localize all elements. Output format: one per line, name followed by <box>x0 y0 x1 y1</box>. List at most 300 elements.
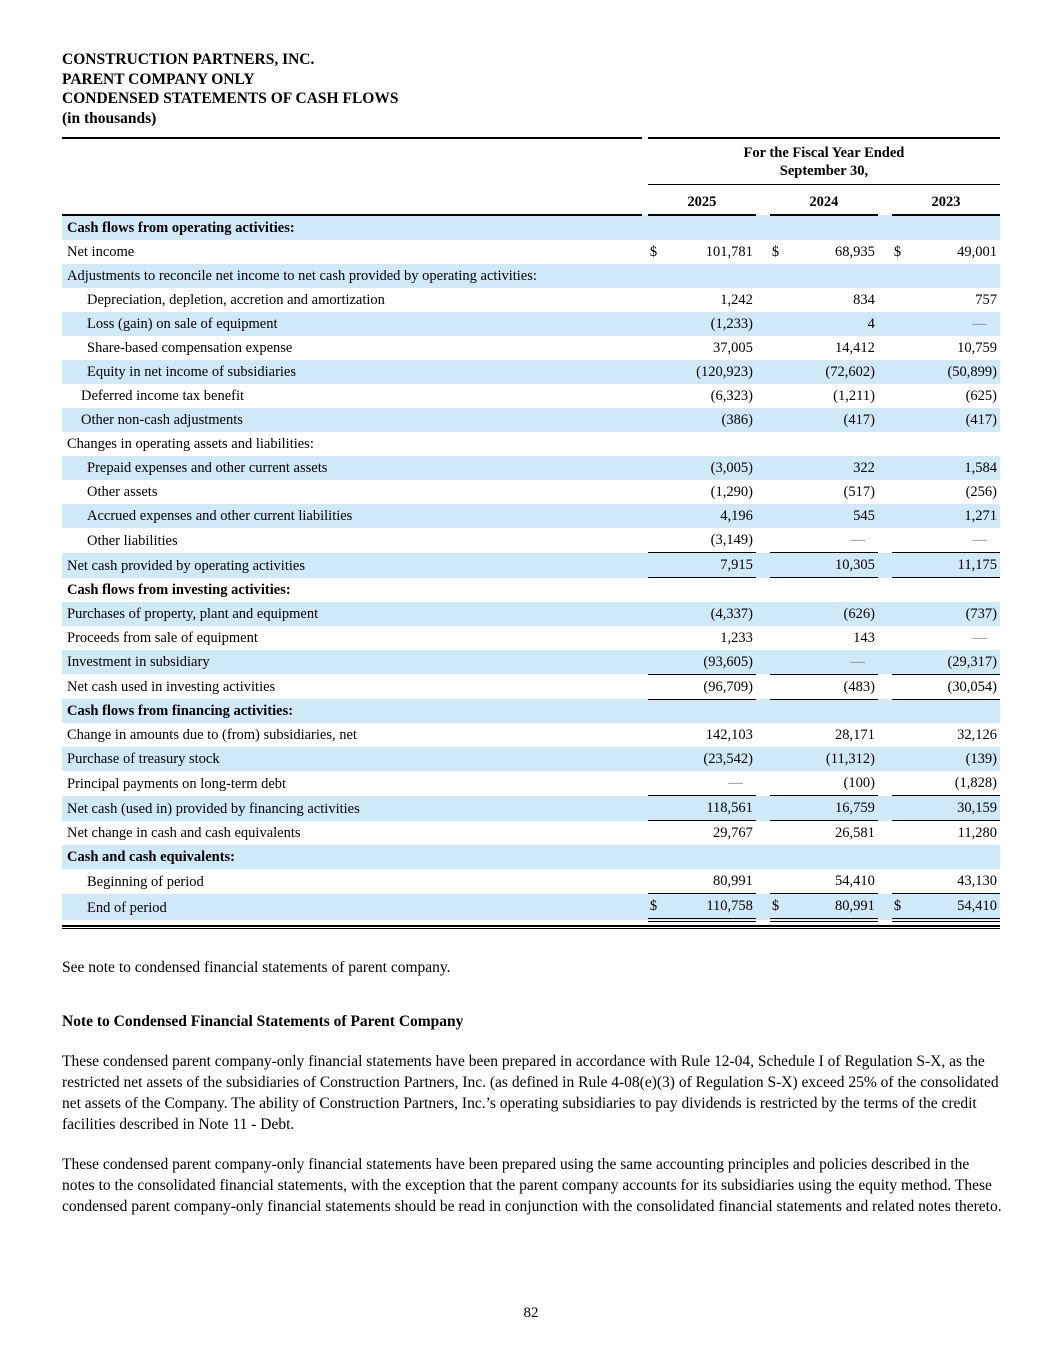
row-label: Changes in operating assets and liabilities: <box>67 436 314 452</box>
column-gap <box>878 553 892 578</box>
value-cell: 68,935 <box>835 244 875 260</box>
currency-cell <box>770 312 790 336</box>
row-label: Share-based compensation expense <box>87 340 293 356</box>
currency-cell <box>892 699 912 723</box>
group-header-row <box>62 138 1000 185</box>
currency-cell <box>770 360 790 384</box>
table-row <box>62 553 1000 578</box>
currency-cell <box>892 650 912 675</box>
currency-cell <box>892 553 912 578</box>
value-cell: 80,991 <box>790 894 878 921</box>
currency-cell <box>770 869 790 894</box>
value-cell: (139) <box>912 747 1000 771</box>
currency-cell <box>648 869 668 894</box>
year-header-2024: 2024 <box>770 185 878 216</box>
value-cell: 10,305 <box>790 553 878 578</box>
year-header-row <box>62 185 1000 216</box>
currency-cell <box>770 215 790 240</box>
value-cell: (23,542) <box>668 747 756 771</box>
table-row <box>62 602 1000 626</box>
value-cell: — <box>668 771 756 796</box>
column-gap <box>878 821 892 846</box>
value-cell: (1,233) <box>668 312 756 336</box>
value-cell: 142,103 <box>705 727 753 743</box>
currency-cell <box>892 432 912 456</box>
value-cell <box>912 699 1000 723</box>
table-row <box>62 240 1000 264</box>
value-cell: (1,290) <box>710 484 753 500</box>
value-cell: (3,005) <box>668 456 756 480</box>
row-label: Other non-cash adjustments <box>62 408 642 432</box>
column-gap <box>878 408 892 432</box>
value-cell: 118,561 <box>668 796 756 821</box>
value-cell: 1,242 <box>720 292 753 308</box>
column-gap <box>878 528 892 553</box>
currency-cell <box>770 288 790 312</box>
column-gap <box>756 264 770 288</box>
row-label: Cash flows from investing activities: <box>67 581 291 598</box>
currency-cell <box>648 771 668 796</box>
value-cell: 11,280 <box>957 825 997 841</box>
table-row <box>62 845 1000 869</box>
currency-cell <box>648 360 668 384</box>
value-cell: 1,233 <box>720 629 753 646</box>
currency-cell <box>648 699 668 723</box>
currency-cell <box>770 456 790 480</box>
table-row <box>62 432 1000 456</box>
currency-cell <box>892 215 912 240</box>
currency-cell <box>648 626 668 650</box>
row-label: Cash and cash equivalents: <box>62 845 642 869</box>
value-cell <box>790 215 878 240</box>
currency-cell <box>648 796 668 821</box>
table-row <box>62 699 1000 723</box>
column-gap <box>756 185 770 216</box>
row-label: Net cash used in investing activities <box>67 679 276 695</box>
row-label: Depreciation, depletion, accretion and amortization <box>87 292 385 308</box>
currency-cell <box>770 845 790 869</box>
currency-cell <box>648 674 668 699</box>
value-cell <box>912 432 1000 456</box>
column-gap <box>756 894 770 921</box>
value-cell: (417) <box>912 408 1000 432</box>
value-cell <box>912 215 1000 240</box>
column-gap <box>756 821 770 846</box>
currency-cell: $ <box>893 244 902 260</box>
currency-cell <box>892 796 912 821</box>
row-label: Cash flows from operating activities: <box>62 215 642 240</box>
currency-cell <box>892 456 912 480</box>
value-cell: (625) <box>965 388 997 404</box>
table-row <box>62 626 1000 650</box>
value-cell: 80,991 <box>668 869 756 894</box>
currency-cell <box>648 384 668 408</box>
value-cell: (483) <box>790 674 878 699</box>
value-cell: (120,923) <box>668 360 756 384</box>
column-gap <box>878 650 892 675</box>
column-gap <box>756 528 770 553</box>
column-gap <box>756 578 770 602</box>
value-cell <box>790 699 878 723</box>
column-gap <box>756 626 770 650</box>
currency-cell <box>770 408 790 432</box>
column-gap <box>878 432 892 456</box>
see-note-text: See note to condensed financial statements of parent company. <box>62 959 451 976</box>
table-row <box>62 408 1000 432</box>
value-cell: 757 <box>975 292 997 308</box>
currency-cell <box>892 723 912 747</box>
currency-cell <box>648 723 668 747</box>
column-gap <box>878 215 892 240</box>
currency-cell <box>892 336 912 360</box>
value-cell: (100) <box>790 771 878 796</box>
column-gap <box>878 360 892 384</box>
value-cell: 110,758 <box>668 894 756 921</box>
column-gap <box>756 288 770 312</box>
value-cell: 54,410 <box>912 894 1000 921</box>
value-cell: — <box>790 650 878 675</box>
company-name: CONSTRUCTION PARTNERS, INC. <box>62 51 315 68</box>
currency-cell <box>892 360 912 384</box>
row-label: Net cash (used in) provided by financing activities <box>62 796 642 821</box>
row-label: Cash flows from financing activities: <box>62 699 642 723</box>
column-gap <box>878 771 892 796</box>
value-cell <box>668 845 756 869</box>
cash-flow-table-body <box>62 215 1000 920</box>
currency-cell: $ <box>892 894 912 921</box>
value-cell: (4,337) <box>668 602 756 626</box>
column-gap <box>878 796 892 821</box>
currency-cell <box>770 504 790 528</box>
column-gap <box>756 699 770 723</box>
currency-cell: $ <box>649 244 658 260</box>
row-label: Equity in net income of subsidiaries <box>62 360 642 384</box>
currency-cell <box>770 723 790 747</box>
row-label: Investment in subsidiary <box>62 650 642 675</box>
column-gap <box>756 384 770 408</box>
row-label: Other liabilities <box>87 532 178 549</box>
value-cell: 4,196 <box>668 504 756 528</box>
currency-cell <box>648 408 668 432</box>
column-gap <box>756 602 770 626</box>
table-row <box>62 504 1000 528</box>
value-cell <box>668 578 756 602</box>
column-gap <box>756 723 770 747</box>
column-gap <box>878 240 892 264</box>
row-label: Net cash provided by operating activities <box>62 553 642 578</box>
currency-cell <box>770 747 790 771</box>
table-row <box>62 288 1000 312</box>
value-cell <box>790 845 878 869</box>
value-cell <box>668 215 756 240</box>
year-header-2025: 2025 <box>648 185 756 216</box>
currency-cell <box>770 528 790 553</box>
currency-cell <box>770 432 790 456</box>
value-cell: (737) <box>912 602 1000 626</box>
value-cell: (626) <box>790 602 878 626</box>
cash-flow-table <box>62 137 1000 922</box>
value-cell <box>668 432 756 456</box>
value-cell: (517) <box>843 484 875 500</box>
group-header-line2: September 30, <box>779 163 869 179</box>
currency-cell <box>892 602 912 626</box>
value-cell: 834 <box>853 292 875 308</box>
currency-cell <box>648 578 668 602</box>
value-cell <box>790 578 878 602</box>
currency-cell <box>648 528 668 553</box>
row-label: Net change in cash and cash equivalents <box>67 825 301 841</box>
currency-cell <box>770 626 790 650</box>
table-row <box>62 578 1000 602</box>
row-label: Purchase of treasury stock <box>62 747 642 771</box>
currency-cell <box>648 504 668 528</box>
currency-cell: $ <box>770 894 790 921</box>
table-bottom-rule <box>62 925 1000 929</box>
table-row <box>62 456 1000 480</box>
currency-cell <box>770 578 790 602</box>
table-row <box>62 528 1000 553</box>
value-cell: 1,271 <box>912 504 1000 528</box>
group-header-line1: For the Fiscal Year Ended <box>743 145 905 161</box>
currency-cell <box>648 456 668 480</box>
currency-cell <box>770 602 790 626</box>
column-gap <box>756 215 770 240</box>
value-cell: (96,709) <box>668 674 756 699</box>
column-gap <box>756 312 770 336</box>
column-gap <box>756 360 770 384</box>
row-label: Purchases of property, plant and equipment <box>62 602 642 626</box>
currency-cell <box>770 384 790 408</box>
value-cell: 7,915 <box>668 553 756 578</box>
column-gap <box>878 894 892 921</box>
units-note: (in thousands) <box>62 109 157 127</box>
currency-cell <box>770 796 790 821</box>
currency-cell <box>892 384 912 408</box>
column-gap <box>878 869 892 894</box>
value-cell: 29,767 <box>713 825 753 841</box>
currency-cell <box>892 578 912 602</box>
column-gap <box>878 578 892 602</box>
table-row <box>62 747 1000 771</box>
currency-cell <box>892 312 912 336</box>
table-row <box>62 480 1000 504</box>
currency-cell <box>892 869 912 894</box>
currency-cell <box>770 674 790 699</box>
statement-scope: PARENT COMPANY ONLY <box>62 70 255 88</box>
value-cell: 101,781 <box>705 244 753 260</box>
row-label: Accrued expenses and other current liabilities <box>62 504 642 528</box>
currency-cell <box>892 288 912 312</box>
currency-cell <box>648 650 668 675</box>
value-cell: 26,581 <box>835 825 875 841</box>
value-cell: 54,410 <box>790 869 878 894</box>
row-label: Change in amounts due to (from) subsidiaries, net <box>67 727 357 743</box>
note-heading: Note to Condensed Financial Statements of Parent Company <box>62 1013 464 1030</box>
value-cell: (3,149) <box>668 528 756 553</box>
currency-cell <box>648 336 668 360</box>
header-label-spacer <box>62 185 642 216</box>
currency-cell <box>770 650 790 675</box>
column-gap <box>756 771 770 796</box>
value-cell <box>912 578 1000 602</box>
currency-cell <box>770 553 790 578</box>
row-label: Prepaid expenses and other current assets <box>62 456 642 480</box>
value-cell: (29,317) <box>912 650 1000 675</box>
column-gap <box>756 480 770 504</box>
value-cell <box>668 699 756 723</box>
currency-cell <box>892 771 912 796</box>
value-cell: 37,005 <box>713 340 753 356</box>
column-gap <box>878 456 892 480</box>
note-paragraph-2: These condensed parent company-only financial statements have been prepared using the same accounting principles and policies described in the notes to the consolidated financial statements, with the exception that the parent company accounts for its subsidiaries using the equity method. These condensed parent company-only financial statements should be read in conjunction with the consolidated financial statements and related notes thereto. <box>62 1156 1002 1215</box>
column-gap <box>756 796 770 821</box>
column-gap <box>756 674 770 699</box>
currency-cell <box>648 845 668 869</box>
table-row <box>62 674 1000 699</box>
column-gap <box>878 264 892 288</box>
value-cell <box>912 264 1000 288</box>
table-row <box>62 869 1000 894</box>
column-gap <box>756 845 770 869</box>
currency-cell <box>770 699 790 723</box>
column-gap <box>756 504 770 528</box>
value-cell <box>912 845 1000 869</box>
currency-cell <box>648 747 668 771</box>
currency-cell <box>770 264 790 288</box>
row-label: Adjustments to reconcile net income to net cash provided by operating activities: <box>62 264 642 288</box>
column-gap <box>878 504 892 528</box>
column-gap <box>878 336 892 360</box>
column-gap <box>878 602 892 626</box>
currency-cell <box>892 674 912 699</box>
column-gap <box>878 723 892 747</box>
table-row <box>62 384 1000 408</box>
column-gap <box>878 845 892 869</box>
table-row <box>62 894 1000 921</box>
value-cell: (72,602) <box>790 360 878 384</box>
value-cell: (256) <box>965 484 997 500</box>
value-cell: (50,899) <box>912 360 1000 384</box>
note-paragraph-1: These condensed parent company-only financial statements have been prepared in accordance with Rule 12-04, Schedule I of Regulation S-X, as the restricted net assets of the subsidiaries of Construction Partners, Inc. (as defined in Rule 4-08(e)(3) of Regulation S-X) exceed 25% of the consolidated net assets of the Company. The ability of Construction Partners, Inc.’s operating subsidiaries to pay dividends is restricted by the terms of the credit facilities described in Note 11 - Debt. <box>62 1053 999 1133</box>
value-cell: (11,312) <box>790 747 878 771</box>
currency-cell <box>648 215 668 240</box>
value-cell: 143 <box>853 629 875 646</box>
value-cell: 10,759 <box>957 340 997 356</box>
currency-cell <box>648 553 668 578</box>
currency-cell <box>892 480 912 504</box>
currency-cell <box>648 821 668 846</box>
currency-cell <box>892 747 912 771</box>
value-cell: 322 <box>790 456 878 480</box>
value-cell: (93,605) <box>668 650 756 675</box>
value-cell: 16,759 <box>790 796 878 821</box>
value-cell: (30,054) <box>912 674 1000 699</box>
column-gap <box>756 553 770 578</box>
column-gap <box>756 240 770 264</box>
column-gap <box>878 288 892 312</box>
row-label: Beginning of period <box>87 873 204 890</box>
value-cell: — <box>972 629 987 646</box>
column-gap <box>756 408 770 432</box>
table-row <box>62 360 1000 384</box>
currency-cell <box>892 821 912 846</box>
value-cell: 14,412 <box>835 340 875 356</box>
table-row <box>62 336 1000 360</box>
value-cell: (1,828) <box>912 771 1000 796</box>
currency-cell <box>648 480 668 504</box>
table-row <box>62 723 1000 747</box>
value-cell: 4 <box>790 312 878 336</box>
table-row <box>62 796 1000 821</box>
currency-cell <box>648 288 668 312</box>
year-header-2023: 2023 <box>892 185 1000 216</box>
currency-cell <box>892 845 912 869</box>
table-row <box>62 264 1000 288</box>
statement-title: CONDENSED STATEMENTS OF CASH FLOWS <box>62 90 399 107</box>
column-gap <box>878 747 892 771</box>
currency-cell <box>770 821 790 846</box>
column-gap <box>756 869 770 894</box>
row-label: Proceeds from sale of equipment <box>67 629 258 646</box>
row-label: Deferred income tax benefit <box>81 388 245 404</box>
table-row <box>62 821 1000 846</box>
value-cell: (1,211) <box>833 388 875 404</box>
currency-cell <box>648 432 668 456</box>
currency-cell <box>892 264 912 288</box>
page-number: 82 <box>523 1305 539 1321</box>
table-row <box>62 650 1000 675</box>
currency-cell: $ <box>771 244 780 260</box>
currency-cell <box>892 528 912 553</box>
currency-cell <box>892 408 912 432</box>
table-row <box>62 771 1000 796</box>
column-gap <box>756 336 770 360</box>
value-cell: 28,171 <box>835 727 875 743</box>
value-cell: 43,130 <box>912 869 1000 894</box>
value-cell: 1,584 <box>912 456 1000 480</box>
column-gap <box>756 747 770 771</box>
column-gap <box>878 626 892 650</box>
value-cell: 545 <box>790 504 878 528</box>
currency-cell <box>892 504 912 528</box>
row-label: Net income <box>67 244 135 260</box>
value-cell <box>790 264 878 288</box>
value-cell: (417) <box>790 408 878 432</box>
column-gap <box>756 650 770 675</box>
row-label: Principal payments on long-term debt <box>67 775 287 792</box>
value-cell: 49,001 <box>957 244 997 260</box>
header-label-spacer <box>62 138 642 185</box>
column-gap <box>756 456 770 480</box>
table-row <box>62 215 1000 240</box>
value-cell: — <box>790 528 878 553</box>
value-cell: 11,175 <box>912 553 1000 578</box>
column-gap <box>756 432 770 456</box>
currency-cell <box>770 336 790 360</box>
currency-cell: $ <box>648 894 668 921</box>
column-gap <box>878 312 892 336</box>
fiscal-year-group-header <box>648 138 1000 185</box>
table-row <box>62 312 1000 336</box>
currency-cell <box>770 480 790 504</box>
currency-cell <box>648 264 668 288</box>
currency-cell <box>648 312 668 336</box>
column-gap <box>878 480 892 504</box>
row-label: End of period <box>62 894 642 921</box>
column-gap <box>878 384 892 408</box>
currency-cell <box>648 602 668 626</box>
document-header <box>62 50 1000 128</box>
